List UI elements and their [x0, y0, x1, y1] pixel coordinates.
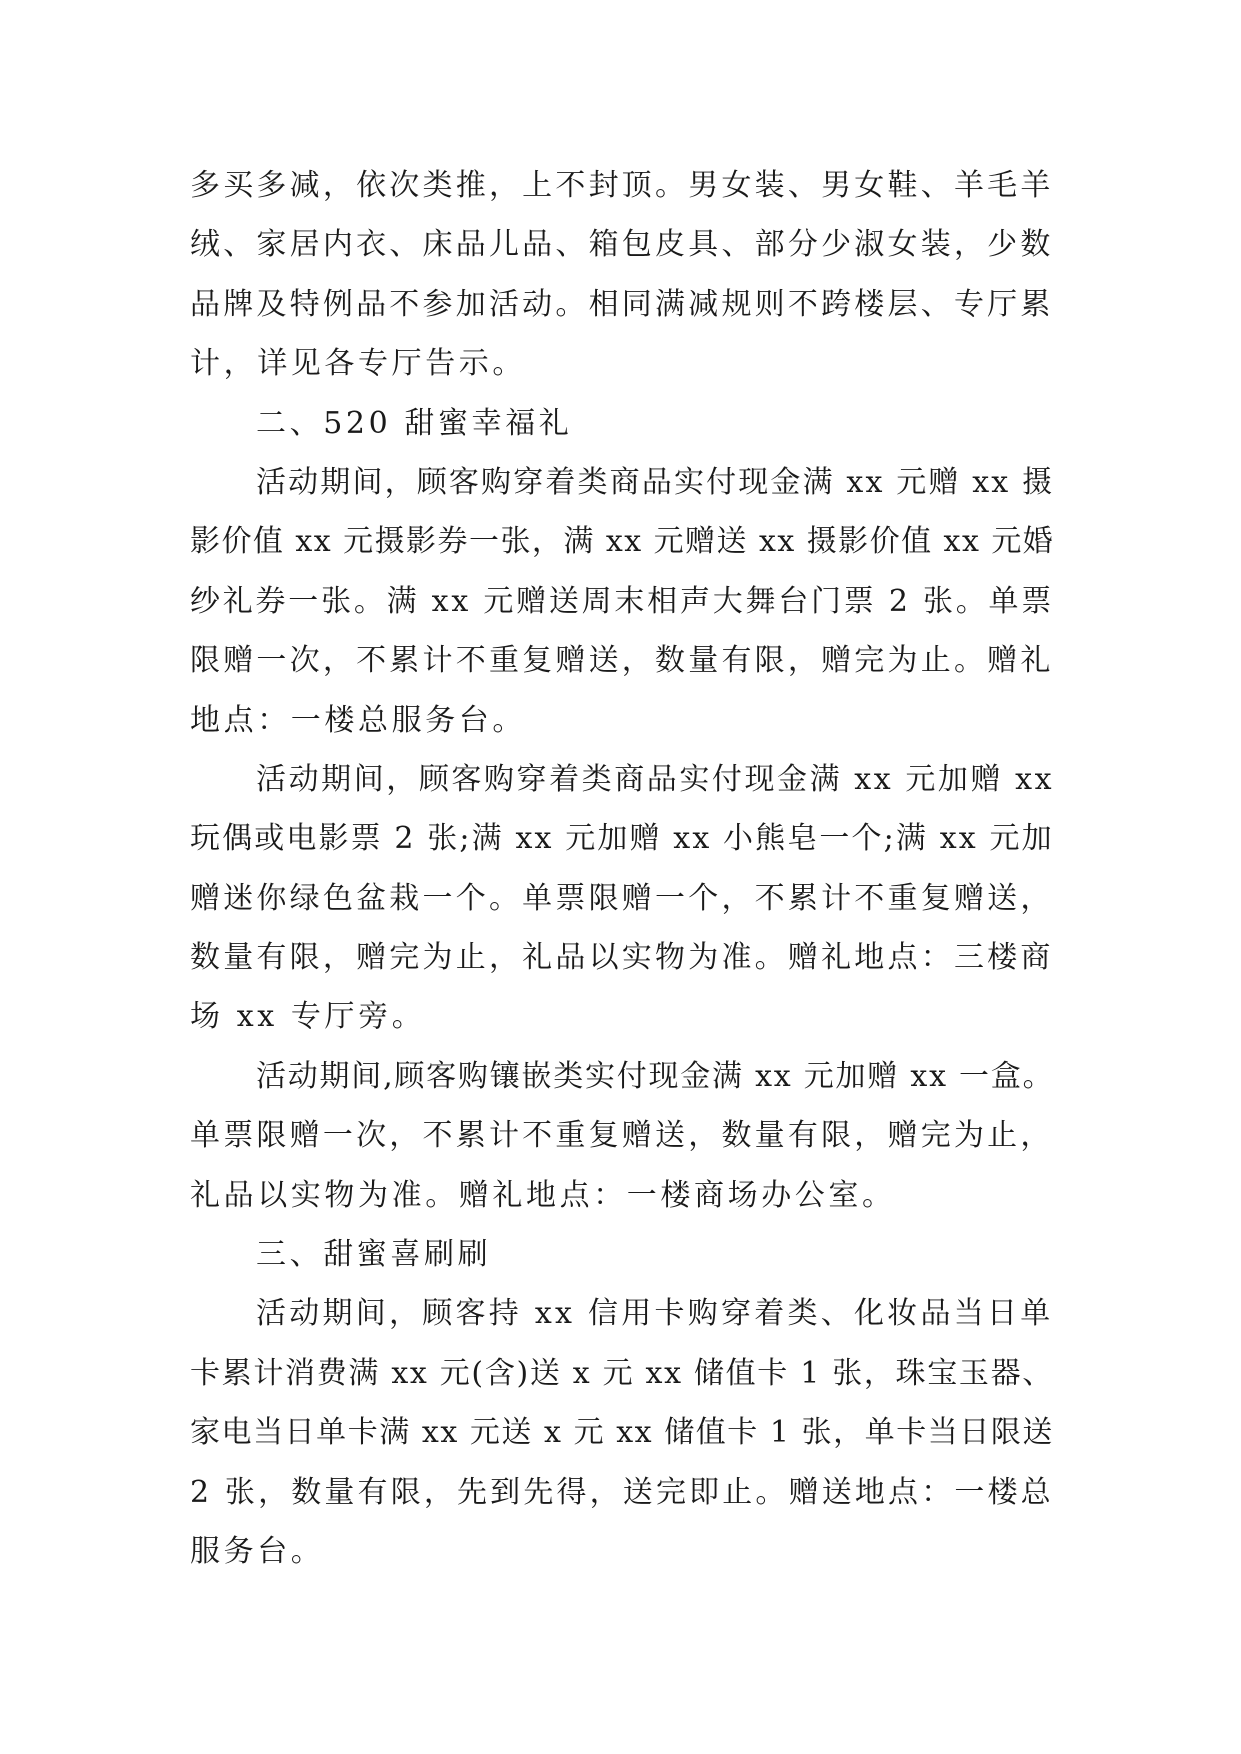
text-line: 计，详见各专厅告示。 [190, 346, 526, 382]
text-line: 绒、家居内衣、床品儿品、箱包皮具、部分少淑女装，少数 [190, 227, 1054, 263]
text-line: 服务台。 [190, 1533, 325, 1569]
text-line: 限赠一次，不累计不重复赠送，数量有限，赠完为止。赠礼 [190, 643, 1054, 679]
text-line: 单票限赠一次，不累计不重复赠送，数量有限，赠完为止， [190, 1118, 1054, 1154]
text-line: 多买多减，依次类推，上不封顶。男女装、男女鞋、羊毛羊 [190, 168, 1054, 203]
section-heading: 二、520 甜蜜幸福礼 [256, 405, 573, 441]
text-line: 地点：一楼总服务台。 [190, 702, 526, 738]
text-line: 赠迷你绿色盆栽一个。单票限赠一个，不累计不重复赠送， [190, 880, 1054, 916]
text-line: 数量有限，赠完为止，礼品以实物为准。赠礼地点：三楼商 [190, 940, 1054, 976]
text-line: 活动期间，顾客购穿着类商品实付现金满 xx 元加赠 xx [256, 761, 1055, 797]
text-line: 礼品以实物为准。赠礼地点：一楼商场办公室。 [190, 1177, 896, 1213]
text-line: 活动期间，顾客购穿着类商品实付现金满 xx 元赠 xx 摄 [256, 464, 1055, 500]
text-line: 家电当日单卡满 xx 元送 x 元 xx 储值卡 1 张，单卡当日限送 [190, 1415, 1054, 1451]
text-line: 场 xx 专厅旁。 [190, 999, 426, 1035]
document-body [190, 156, 1054, 1581]
text-line: 纱礼券一张。满 xx 元赠送周末相声大舞台门票 2 张。单票 [190, 583, 1055, 619]
text-line: 活动期间，顾客持 xx 信用卡购穿着类、化妆品当日单 [256, 1296, 1054, 1332]
text-line: 影价值 xx 元摄影券一张，满 xx 元赠送 xx 摄影价值 xx 元婚 [190, 524, 1055, 560]
section-heading: 三、甜蜜喜刷刷 [256, 1237, 492, 1273]
text-line: 玩偶或电影票 2 张;满 xx 元加赠 xx 小熊皂一个;满 xx 元加 [190, 821, 1054, 857]
text-line: 卡累计消费满 xx 元(含)送 x 元 xx 储值卡 1 张，珠宝玉器、 [190, 1355, 1054, 1391]
text-line: 活动期间,顾客购镶嵌类实付现金满 xx 元加赠 xx 一盒。 [256, 1058, 1055, 1094]
text-line: 2 张，数量有限，先到先得，送完即止。赠送地点：一楼总 [190, 1474, 1054, 1510]
text-line: 品牌及特例品不参加活动。相同满减规则不跨楼层、专厅累 [190, 286, 1054, 322]
